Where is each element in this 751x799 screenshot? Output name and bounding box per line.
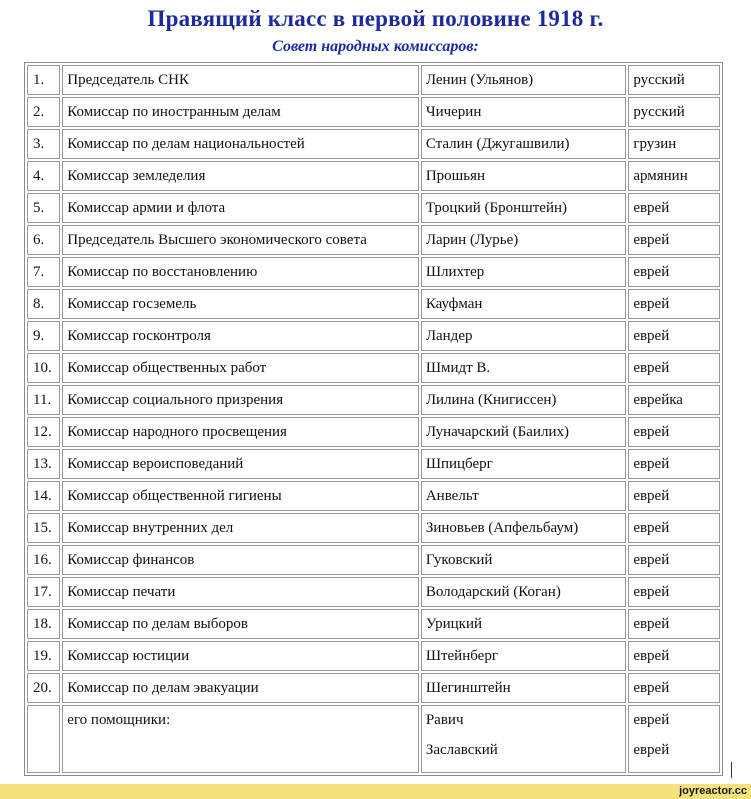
helpers-nationality-cell <box>628 705 720 773</box>
name-cell: Прошьян <box>421 161 626 191</box>
name-cell: Шлихтер <box>421 257 626 287</box>
name-cell: Анвельт <box>421 481 626 511</box>
table-row <box>27 289 720 319</box>
nationality-cell: русский <box>628 65 720 95</box>
helpers-row <box>27 705 720 773</box>
post-cell: Комиссар печати <box>62 577 419 607</box>
post-cell: Комиссар общественной гигиены <box>62 481 419 511</box>
row-number: 3. <box>27 129 60 159</box>
table-row <box>27 513 720 543</box>
table-row <box>27 353 720 383</box>
table-row <box>27 65 720 95</box>
post-cell: Комиссар общественных работ <box>62 353 419 383</box>
table-row <box>27 481 720 511</box>
footer-bar <box>0 784 751 799</box>
helper-nationality: еврей <box>633 742 670 758</box>
table-row <box>27 673 720 703</box>
row-number: 6. <box>27 225 60 255</box>
nationality-cell: еврей <box>628 673 720 703</box>
nationality-cell: еврей <box>628 193 720 223</box>
name-cell: Сталин (Джугашвили) <box>421 129 626 159</box>
nationality-cell: еврей <box>628 353 720 383</box>
post-cell: Комиссар по делам национальностей <box>62 129 419 159</box>
commissars-table-body <box>27 65 720 773</box>
nationality-cell: еврейка <box>628 385 720 415</box>
row-number: 11. <box>27 385 60 415</box>
nationality-cell: русский <box>628 97 720 127</box>
row-number: 1. <box>27 65 60 95</box>
post-cell: Комиссар земледелия <box>62 161 419 191</box>
post-cell: Комиссар госконтроля <box>62 321 419 351</box>
name-cell: Шмидт В. <box>421 353 626 383</box>
name-cell: Володарский (Коган) <box>421 577 626 607</box>
row-number: 5. <box>27 193 60 223</box>
row-number: 9. <box>27 321 60 351</box>
name-cell: Чичерин <box>421 97 626 127</box>
row-number: 13. <box>27 449 60 479</box>
row-number: 4. <box>27 161 60 191</box>
table-row <box>27 321 720 351</box>
helpers-num-cell <box>27 705 60 773</box>
row-number: 17. <box>27 577 60 607</box>
nationality-cell: еврей <box>628 225 720 255</box>
nationality-cell: еврей <box>628 609 720 639</box>
table-row <box>27 97 720 127</box>
row-number: 10. <box>27 353 60 383</box>
page-subtitle: Совет народных комиссаров: <box>272 38 479 55</box>
nationality-cell: армянин <box>628 161 720 191</box>
nationality-cell: еврей <box>628 289 720 319</box>
post-cell: Комиссар госземель <box>62 289 419 319</box>
post-cell: Комиссар по делам эвакуации <box>62 673 419 703</box>
post-cell: Председатель СНК <box>62 65 419 95</box>
row-number: 8. <box>27 289 60 319</box>
name-cell: Луначарский (Баилих) <box>421 417 626 447</box>
table-row <box>27 193 720 223</box>
site-watermark[interactable]: joyreactor.cc <box>679 785 747 797</box>
table-row <box>27 129 720 159</box>
post-cell: Комиссар по делам выборов <box>62 609 419 639</box>
helpers-label: его помощники: <box>62 705 419 773</box>
nationality-cell: еврей <box>628 577 720 607</box>
name-cell: Шпицберг <box>421 449 626 479</box>
name-cell: Кауфман <box>421 289 626 319</box>
table-row <box>27 545 720 575</box>
row-number: 2. <box>27 97 60 127</box>
nationality-cell: еврей <box>628 641 720 671</box>
table-row <box>27 417 720 447</box>
row-number: 20. <box>27 673 60 703</box>
post-cell: Комиссар юстиции <box>62 641 419 671</box>
name-cell: Штейнберг <box>421 641 626 671</box>
post-cell: Комиссар по иностранным делам <box>62 97 419 127</box>
helpers-names-cell <box>421 705 626 773</box>
post-cell: Председатель Высшего экономического совета <box>62 225 419 255</box>
row-number: 16. <box>27 545 60 575</box>
row-number: 15. <box>27 513 60 543</box>
name-cell: Троцкий (Бронштейн) <box>421 193 626 223</box>
name-cell: Ландер <box>421 321 626 351</box>
nationality-cell: еврей <box>628 449 720 479</box>
helper-name: Заславский <box>425 742 498 758</box>
name-cell: Лилина (Книгиссен) <box>421 385 626 415</box>
nationality-cell: еврей <box>628 257 720 287</box>
table-row <box>27 449 720 479</box>
text-cursor <box>731 762 732 778</box>
nationality-cell: еврей <box>628 481 720 511</box>
name-cell: Ларин (Лурье) <box>421 225 626 255</box>
table-row <box>27 641 720 671</box>
page-title: Правящий класс в первой половине 1918 г. <box>147 6 604 31</box>
row-number: 12. <box>27 417 60 447</box>
name-cell: Гуковский <box>421 545 626 575</box>
nationality-cell: грузин <box>628 129 720 159</box>
table-row <box>27 577 720 607</box>
helper-name: Равич <box>425 712 464 728</box>
row-number: 7. <box>27 257 60 287</box>
helper-nationality: еврей <box>633 712 670 728</box>
post-cell: Комиссар финансов <box>62 545 419 575</box>
nationality-cell: еврей <box>628 321 720 351</box>
post-cell: Комиссар армии и флота <box>62 193 419 223</box>
table-row <box>27 225 720 255</box>
row-number: 18. <box>27 609 60 639</box>
nationality-cell: еврей <box>628 545 720 575</box>
row-number: 14. <box>27 481 60 511</box>
post-cell: Комиссар народного просвещения <box>62 417 419 447</box>
nationality-cell: еврей <box>628 417 720 447</box>
post-cell: Комиссар внутренних дел <box>62 513 419 543</box>
name-cell: Урицкий <box>421 609 626 639</box>
table-row <box>27 609 720 639</box>
post-cell: Комиссар вероисповеданий <box>62 449 419 479</box>
name-cell: Зиновьев (Апфельбаум) <box>421 513 626 543</box>
table-row <box>27 161 720 191</box>
commissars-table <box>24 62 723 776</box>
name-cell: Шегинштейн <box>421 673 626 703</box>
table-row <box>27 257 720 287</box>
nationality-cell: еврей <box>628 513 720 543</box>
name-cell: Ленин (Ульянов) <box>421 65 626 95</box>
row-number: 19. <box>27 641 60 671</box>
post-cell: Комиссар социального призрения <box>62 385 419 415</box>
post-cell: Комиссар по восстановлению <box>62 257 419 287</box>
table-row <box>27 385 720 415</box>
